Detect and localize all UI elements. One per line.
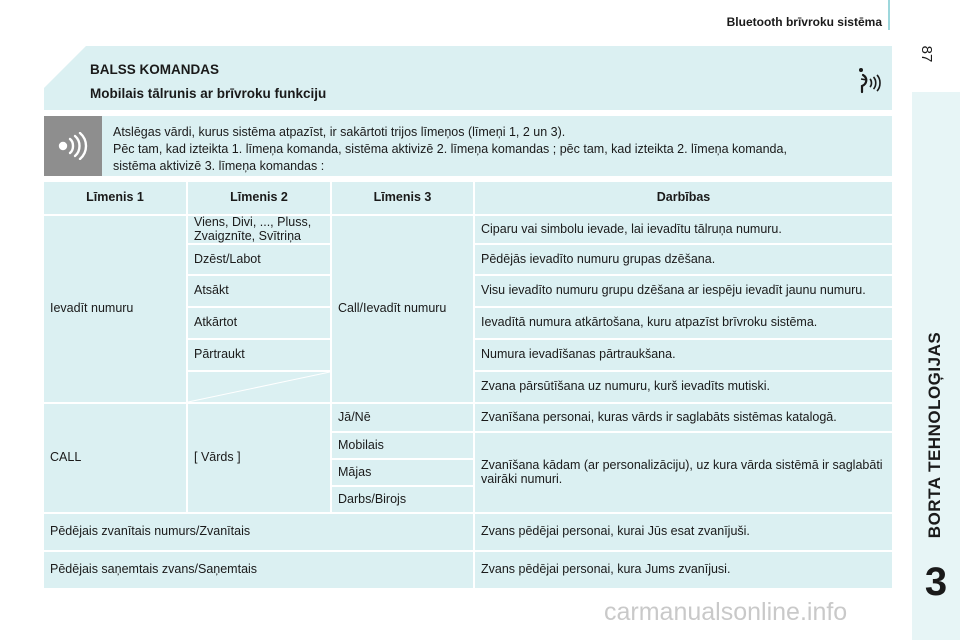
table-cell-level3: Call/Ievadīt numuru [332,216,473,402]
banner-title: BALSS KOMANDAS [90,62,220,77]
info-line: Pēc tam, kad izteikta 1. līmeņa komanda, sistēma aktivizē 2. līmeņa komandas ; pēc tam, kad izteikta 2. līmeņa komanda, [113,142,787,156]
table-header-level2: Līmenis 2 [188,182,330,214]
chapter-number: 3 [924,560,948,604]
table-cell-action: Zvans pēdējai personai, kura Jums zvanījusi. [475,552,892,588]
table-cell-action: Numura ievadīšanas pārtraukšana. [475,340,892,370]
table-cell-level3: Jā/Nē [332,404,473,431]
table-cell-level1: Ievadīt numuru [44,216,186,402]
table-cell-level3: Darbs/Birojs [332,487,473,512]
info-line: sistēma aktivizē 3. līmeņa komandas : [113,159,325,173]
speaker-icon [57,132,89,160]
table-header-level1: Līmenis 1 [44,182,186,214]
table-cell-level2: Atsākt [188,276,330,306]
page-number: 87 [918,45,935,63]
table-cell-level2: Dzēst/Labot [188,245,330,274]
table-cell-action: Zvana pārsūtīšana uz numuru, kurš ievadīts mutiski. [475,372,892,402]
table-cell-action: Zvanīšana kādam (ar personalizāciju), uz kura vārda sistēmā ir saglabāti vairāki numuri. [475,433,892,512]
table-cell-action: Ievadītā numura atkārtošana, kuru atpazīst brīvroku sistēma. [475,308,892,338]
voice-command-icon [848,66,882,96]
table-cell-level1: CALL [44,404,186,512]
chapter-label: BORTA TEHNOLOĢIJAS [925,331,944,539]
banner-subtitle: Mobilais tālrunis ar brīvroku funkciju [90,86,327,101]
watermark: carmanualsonline.info [604,598,848,626]
table-cell-command: Pēdējais saņemtais zvans/Saņemtais [44,552,473,588]
info-line: Atslēgas vārdi, kurus sistēma atpazīst, ir sakārtoti trijos līmeņos (līmeņi 1, 2 un 3). [113,125,566,139]
table-cell-level2: [ Vārds ] [188,404,330,512]
table-cell-level2: Pārtraukt [188,340,330,370]
section-title: Bluetooth brīvroku sistēma [726,15,882,29]
table-cell-level3: Mobilais [332,433,473,458]
table-cell-action: Pēdējās ievadīto numuru grupas dzēšana. [475,245,892,274]
empty-cell-diagonal [188,372,330,402]
table-cell-action: Ciparu vai simbolu ievade, lai ievadītu tālruņa numuru. [475,216,892,243]
table-cell-level3: Mājas [332,460,473,485]
table-header-actions: Darbības [475,182,892,214]
table-cell-action: Visu ievadīto numuru grupu dzēšana ar iespēju ievadīt jaunu numuru. [475,276,892,306]
info-text [113,124,883,175]
table-cell-command: Pēdējais zvanītais numurs/Zvanītais [44,514,473,550]
voice-command-table [44,182,892,588]
info-icon-box [44,116,102,176]
header-divider [888,0,890,30]
table-cell-level2: Viens, Divi, ..., Pluss, Zvaigznīte, Svītriņa [188,216,330,243]
table-cell-action: Zvanīšana personai, kuras vārds ir saglabāts sistēmas katalogā. [475,404,892,431]
table-header-level3: Līmenis 3 [332,182,473,214]
table-cell-action: Zvans pēdējai personai, kurai Jūs esat zvanījuši. [475,514,892,550]
table-cell-level2: Atkārtot [188,308,330,338]
